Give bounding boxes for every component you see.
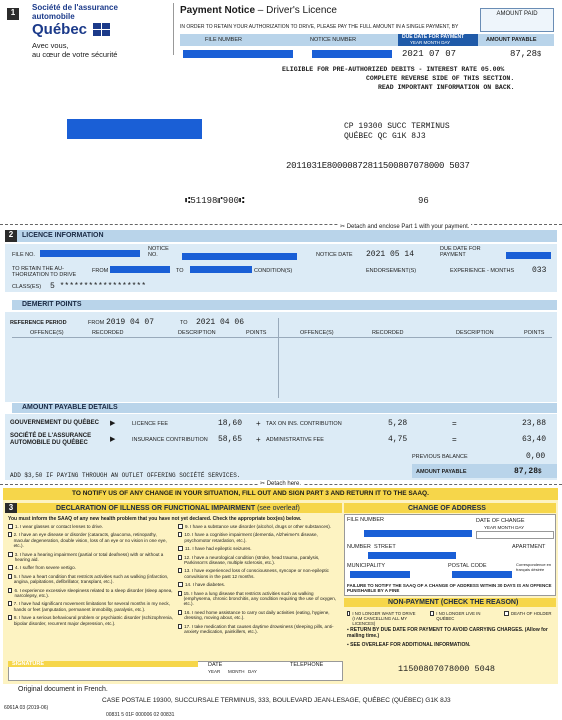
ca-failure-note: FAILURE TO NOTIFY THE SAAQ OF A CHANGE OF ADDRESS WITHIN 30 DAYS IS AN OFFENCE PUNISHABLE BY A FINE [347, 583, 552, 593]
eligible-line1: ELIGIBLE FOR PRE-AUTHORIZED DEBITS - INTEREST RATE 05.00% [282, 66, 505, 73]
brand-line2: automobile [32, 12, 75, 21]
demerit-col-3: DESCRIPTION [178, 330, 216, 336]
redacted-ca-file [364, 530, 472, 537]
notice-date-value: 2021 05 14 [366, 250, 415, 259]
illness-checkbox[interactable] [178, 624, 182, 629]
footer-address: CASE POSTALE 19300, SUCCURSALE TERMINUS, 333, BOULEVARD JEAN-LESAGE, QUÉBEC (QUÉBEC) G1K 8J3 [102, 697, 451, 704]
illness-checkbox[interactable] [178, 568, 182, 573]
conditions-label: CONDITION(S) [254, 268, 293, 274]
bottom-code: 00831 5 01F 000006 02 00831 [106, 712, 175, 718]
col-due-date: DUE DATE FOR PAYMENT [402, 34, 465, 40]
illness-list-right: 9. I have a substance use disorder (alcohol, drugs or other substances). 10. I have a cognitive impairment (dementia, Alzheimer's disease, psychomotor retardation, etc.). 11. I have had epileptic seizures. 12. I have a neurological condition (stroke, head trauma, paralysis, Parkinson's disease, multiple sclerosis, etc.). 13. I have experienced loss of consciousness, syncope or non-epileptic convulsions in the past 12 months. 14. I have diabetes. 15. I have a lung disease that restricts activities such as walking (emphysema, chronic bronchitis, any condition requiring the use of oxygen, etc.). 16. I need home assistance to carry out daily activities (eating, hygiene, dressing, moving about, etc.). 17. I take medication that causes daytime drowsiness (sleeping pills, anti-anxiety medication, painkillers, etc.). [178, 524, 342, 638]
illness-checkbox[interactable] [178, 610, 182, 615]
redacted-licence-notice [182, 253, 297, 260]
ca-file-number-label: FILE NUMBER [347, 517, 384, 523]
admin-label: ADMINISTRATIVE FEE [266, 437, 324, 443]
part-3-number: 3 [5, 503, 17, 513]
col-file-number: FILE NUMBER [205, 37, 242, 43]
ca-street-label: STREET [374, 544, 396, 550]
demerit-from-label: FROM [88, 320, 105, 326]
see-overleaf-note: ▪ SEE OVERLEAF FOR ADDITIONAL INFORMATION. [347, 642, 471, 648]
illness-checkbox[interactable] [178, 546, 183, 551]
experience-label: EXPERIENCE - MONTHS [450, 268, 515, 274]
nonpay-title: NON-PAYMENT (CHECK THE REASON) [388, 599, 519, 606]
ref-period-label: REFERENCE PERIOD [10, 320, 67, 326]
to-label: TO [176, 268, 184, 274]
licence-info-title: LICENCE INFORMATION [22, 232, 104, 239]
amount-payable-label: AMOUNT PAYABLE [416, 469, 467, 475]
sig-year-label: YEAR [208, 669, 221, 674]
sig-month-label: MONTH [228, 669, 245, 674]
ca-ymd-label: YEAR MONTH DAY [484, 525, 525, 530]
outlet-note: ADD $3,50 IF PAYING THROUGH AN OUTLET OFFERING SOCIÉTÉ SERVICES. [10, 472, 241, 479]
endorsements-label: ENDORSEMENT(S) [366, 268, 417, 274]
brand-name: Québec [32, 21, 88, 38]
total-1: 23,88 [522, 419, 547, 428]
detach-here: ✂ Detach here. [260, 481, 302, 487]
np-option-1[interactable]: I NO LONGER WANT TO DRIVE (I AM CANCELLING ALL MY LICENCES) [347, 611, 417, 626]
redacted-to [190, 266, 252, 273]
amount-payable-value: 87,28$ [514, 467, 542, 476]
demerit-to-label: TO [180, 320, 188, 326]
ca-postal-label: POSTAL CODE [448, 563, 487, 569]
bank-code-left: ⑆51198⑈900⑆ [185, 196, 245, 206]
saaq-label-2: AUTOMOBILE DU QUÉBEC [10, 440, 88, 446]
redacted-ca-municipality [350, 571, 410, 578]
ca-apartment-label: APARTMENT [512, 544, 546, 550]
bullet-icon: ▪ [347, 627, 349, 633]
admin-value: 4,75 [388, 435, 408, 444]
col-amount-payable: AMOUNT PAYABLE [486, 37, 537, 43]
pay-instruction: IN ORDER TO RETAIN YOUR AUTHORIZATION TO DRIVE, PLEASE PAY THE FULL AMOUNT IN A SINGLE PAYMENT, BY [180, 24, 459, 30]
demerit-col-8: POINTS [524, 330, 545, 336]
col-notice-number: NOTICE NUMBER [310, 37, 357, 43]
plus-sign-2: + [256, 435, 261, 444]
original-note: Original document in French. [18, 686, 108, 693]
total-2: 63,40 [522, 435, 547, 444]
illness-checkbox[interactable] [178, 582, 183, 587]
np-checkbox[interactable] [504, 611, 509, 616]
equals-sign-1: = [452, 419, 457, 428]
prev-balance-value: 0,00 [526, 452, 546, 461]
declaration-title: DECLARATION OF ILLNESS OR FUNCTIONAL IMPAIRMENT (see overleaf) [56, 505, 300, 512]
classes-label: CLASS(ES) [12, 284, 42, 290]
redacted-name [67, 119, 202, 139]
tax-label: TAX ON INS. CONTRIBUTION [266, 421, 342, 427]
ca-number-label: NUMBER [347, 544, 371, 550]
licence-fee-label: LICENCE FEE [132, 421, 169, 427]
change-address-title: CHANGE OF ADDRESS [408, 505, 486, 512]
illness-checkbox[interactable] [178, 555, 182, 560]
insurance-value: 58,65 [218, 435, 243, 444]
illness-checkbox[interactable] [8, 565, 13, 570]
amount-paid-label: AMOUNT PAID [496, 11, 538, 17]
np-option-3[interactable]: DEATH OF HOLDER [504, 611, 554, 616]
notice-no-label: NOTICE NO. [148, 246, 169, 258]
bank-code-right: 96 [418, 196, 429, 206]
ca-date-change-label: DATE OF CHANGE [476, 518, 525, 524]
col-due-sub: YEAR MONTH DAY [410, 40, 451, 45]
page-title: Payment Notice – Driver's Licence [180, 5, 337, 16]
redacted-ca-street [368, 552, 456, 559]
gov-label: GOUVERNEMENT DU QUÉBEC [10, 420, 100, 426]
illness-checkbox[interactable] [8, 615, 12, 620]
illness-checkbox[interactable] [8, 588, 12, 593]
arrow-icon: ▶ [110, 420, 116, 427]
fleur-de-lis-icon [93, 23, 110, 36]
demerit-col-2: RECORDED [92, 330, 124, 336]
payable-title: AMOUNT PAYABLE DETAILS [22, 404, 118, 411]
plus-sign-1: + [256, 419, 261, 428]
bullet-icon: ▪ [347, 642, 349, 648]
part3-banner: TO NOTIFY US OF ANY CHANGE IN YOUR SITUATION, FILL OUT AND SIGN PART 3 AND RETURN IT TO THE SAAQ. [72, 490, 429, 497]
redacted-notice-number [312, 50, 392, 58]
redacted-file-number [183, 50, 293, 58]
experience-value: 033 [532, 266, 547, 275]
detach-note: ✂ Detach and enclose Part 1 with your payment. [340, 224, 470, 230]
part3-barcode-number: 11500807078000 5048 [398, 664, 495, 674]
illness-checkbox[interactable] [8, 552, 13, 557]
demerit-col-1: OFFENCE(S) [30, 330, 64, 336]
demerit-col-4: POINTS [246, 330, 267, 336]
signature-label: SIGNATURE [12, 661, 44, 667]
eligible-line2: COMPLETE REVERSE SIDE OF THIS SECTION. [366, 75, 515, 82]
sig-date-label: DATE [208, 662, 223, 668]
return-note: ▪ RETURN BY DUE DATE FOR PAYMENT TO AVOID CARRYING CHARGES. (Allow for mailing time.) [347, 627, 548, 639]
illness-checkbox[interactable] [8, 601, 12, 606]
signature-field[interactable] [10, 668, 196, 680]
np-option-2[interactable]: I NO LONGER LIVE IN QUÉBEC [430, 611, 484, 621]
part-1-number: 1 [7, 8, 19, 20]
saaq-label-1: SOCIÉTÉ DE L'ASSURANCE [10, 433, 92, 439]
scissors-icon: ✂ [340, 224, 346, 230]
brand-tagline1: Avec vous, [32, 41, 69, 50]
retain-label: TO RETAIN THE AU-THORIZATION TO DRIVE [12, 266, 77, 278]
part-2-number: 2 [5, 230, 17, 242]
from-label: FROM [92, 268, 109, 274]
amount-value: 87,28$ [510, 49, 542, 59]
illness-checkbox[interactable] [8, 524, 13, 529]
telephone-label: TELEPHONE [290, 662, 324, 668]
ca-correspondence-label: Correspondence en français désirée [516, 562, 552, 572]
file-no-label: FILE NO. [12, 252, 35, 258]
due-date-value: 2021 07 07 [402, 49, 457, 59]
micr-code: 2011031E80000872811500807078000 5037 [286, 161, 470, 171]
licence-fee-value: 18,60 [218, 419, 243, 428]
demerit-col-7: DESCRIPTION [456, 330, 494, 336]
equals-sign-2: = [452, 435, 457, 444]
classes-value: 5 ****************** [50, 282, 147, 291]
demerit-title: DEMERIT POINTS [22, 301, 82, 308]
np-checkbox[interactable] [430, 611, 434, 616]
prev-balance-label: PREVIOUS BALANCE [412, 454, 468, 460]
illness-checkbox[interactable] [8, 574, 12, 579]
np-checkbox[interactable] [347, 611, 350, 616]
illness-checkbox[interactable] [8, 532, 12, 537]
demerit-col-5: OFFENCE(S) [300, 330, 334, 336]
redacted-licence-file [40, 250, 140, 257]
scissors-icon: ✂ [260, 481, 266, 487]
form-number: 6061A 03 (2019-06) [4, 705, 49, 711]
saaq-logo [32, 3, 172, 61]
illness-checkbox[interactable] [178, 591, 182, 596]
ca-municipality-label: MUNICIPALITY [347, 563, 386, 569]
illness-checkbox[interactable] [178, 532, 182, 537]
amount-paid-box[interactable] [480, 8, 554, 32]
sig-day-label: DAY [248, 669, 257, 674]
due-date-label: DUE DATE FOR PAYMENT [440, 246, 481, 258]
address-line2: QUÉBEC QC G1K 8J3 [344, 132, 426, 141]
demerit-col-6: RECORDED [372, 330, 404, 336]
demerit-to-value: 2021 04 06 [196, 318, 245, 327]
redacted-due-date [506, 252, 551, 259]
insurance-label: INSURANCE CONTRIBUTION [132, 437, 208, 443]
arrow-icon: ▶ [110, 436, 116, 443]
notice-date-label: NOTICE DATE [316, 252, 353, 258]
date-change-input[interactable] [476, 531, 554, 539]
tax-value: 5,28 [388, 419, 408, 428]
redacted-from [110, 266, 170, 273]
address-line1: CP 19300 SUCC TERMINUS [344, 122, 450, 131]
eligible-line3: READ IMPORTANT INFORMATION ON BACK. [378, 84, 515, 91]
brand-tagline2: au cœur de votre sécurité [32, 50, 118, 59]
illness-list-left: 1. I wear glasses or contact lenses to drive. 2. I have an eye disease or disorder (cataracts, glaucoma, retinopathy, macular degeneration, double vision, loss of an eye or no vision in one eye, etc.). 3. I have a hearing impairment (partial or total deafness) with or without a hearing aid. 4. I suffer from severe vertigo. 5. I have a heart condition that restricts activities such as walking (infarction, angina, palpitations, defibrillator, transplant, etc.). 6. I experience excessive sleepiness related to a sleep disorder (sleep apnea, narcolepsy, etc.). 7. I have had significant movement limitations for several months in my neck, hands or feet (amputation, permanent immobility, paralysis, etc.). 8. I have a serious behavioural problem or psychiatric disorder (schizophrenia, bipolar disorder, recurrent major depression, etc.). [8, 524, 174, 629]
brand-line1: Société de l'assurance [32, 3, 118, 12]
illness-checkbox[interactable] [178, 524, 183, 529]
declaration-intro: You must inform the SAAQ of any new health problem that you have not yet declared. Check the appropriate box(es) below. [8, 516, 302, 522]
demerit-from-value: 2019 04 07 [106, 318, 155, 327]
redacted-ca-postal [452, 571, 512, 578]
